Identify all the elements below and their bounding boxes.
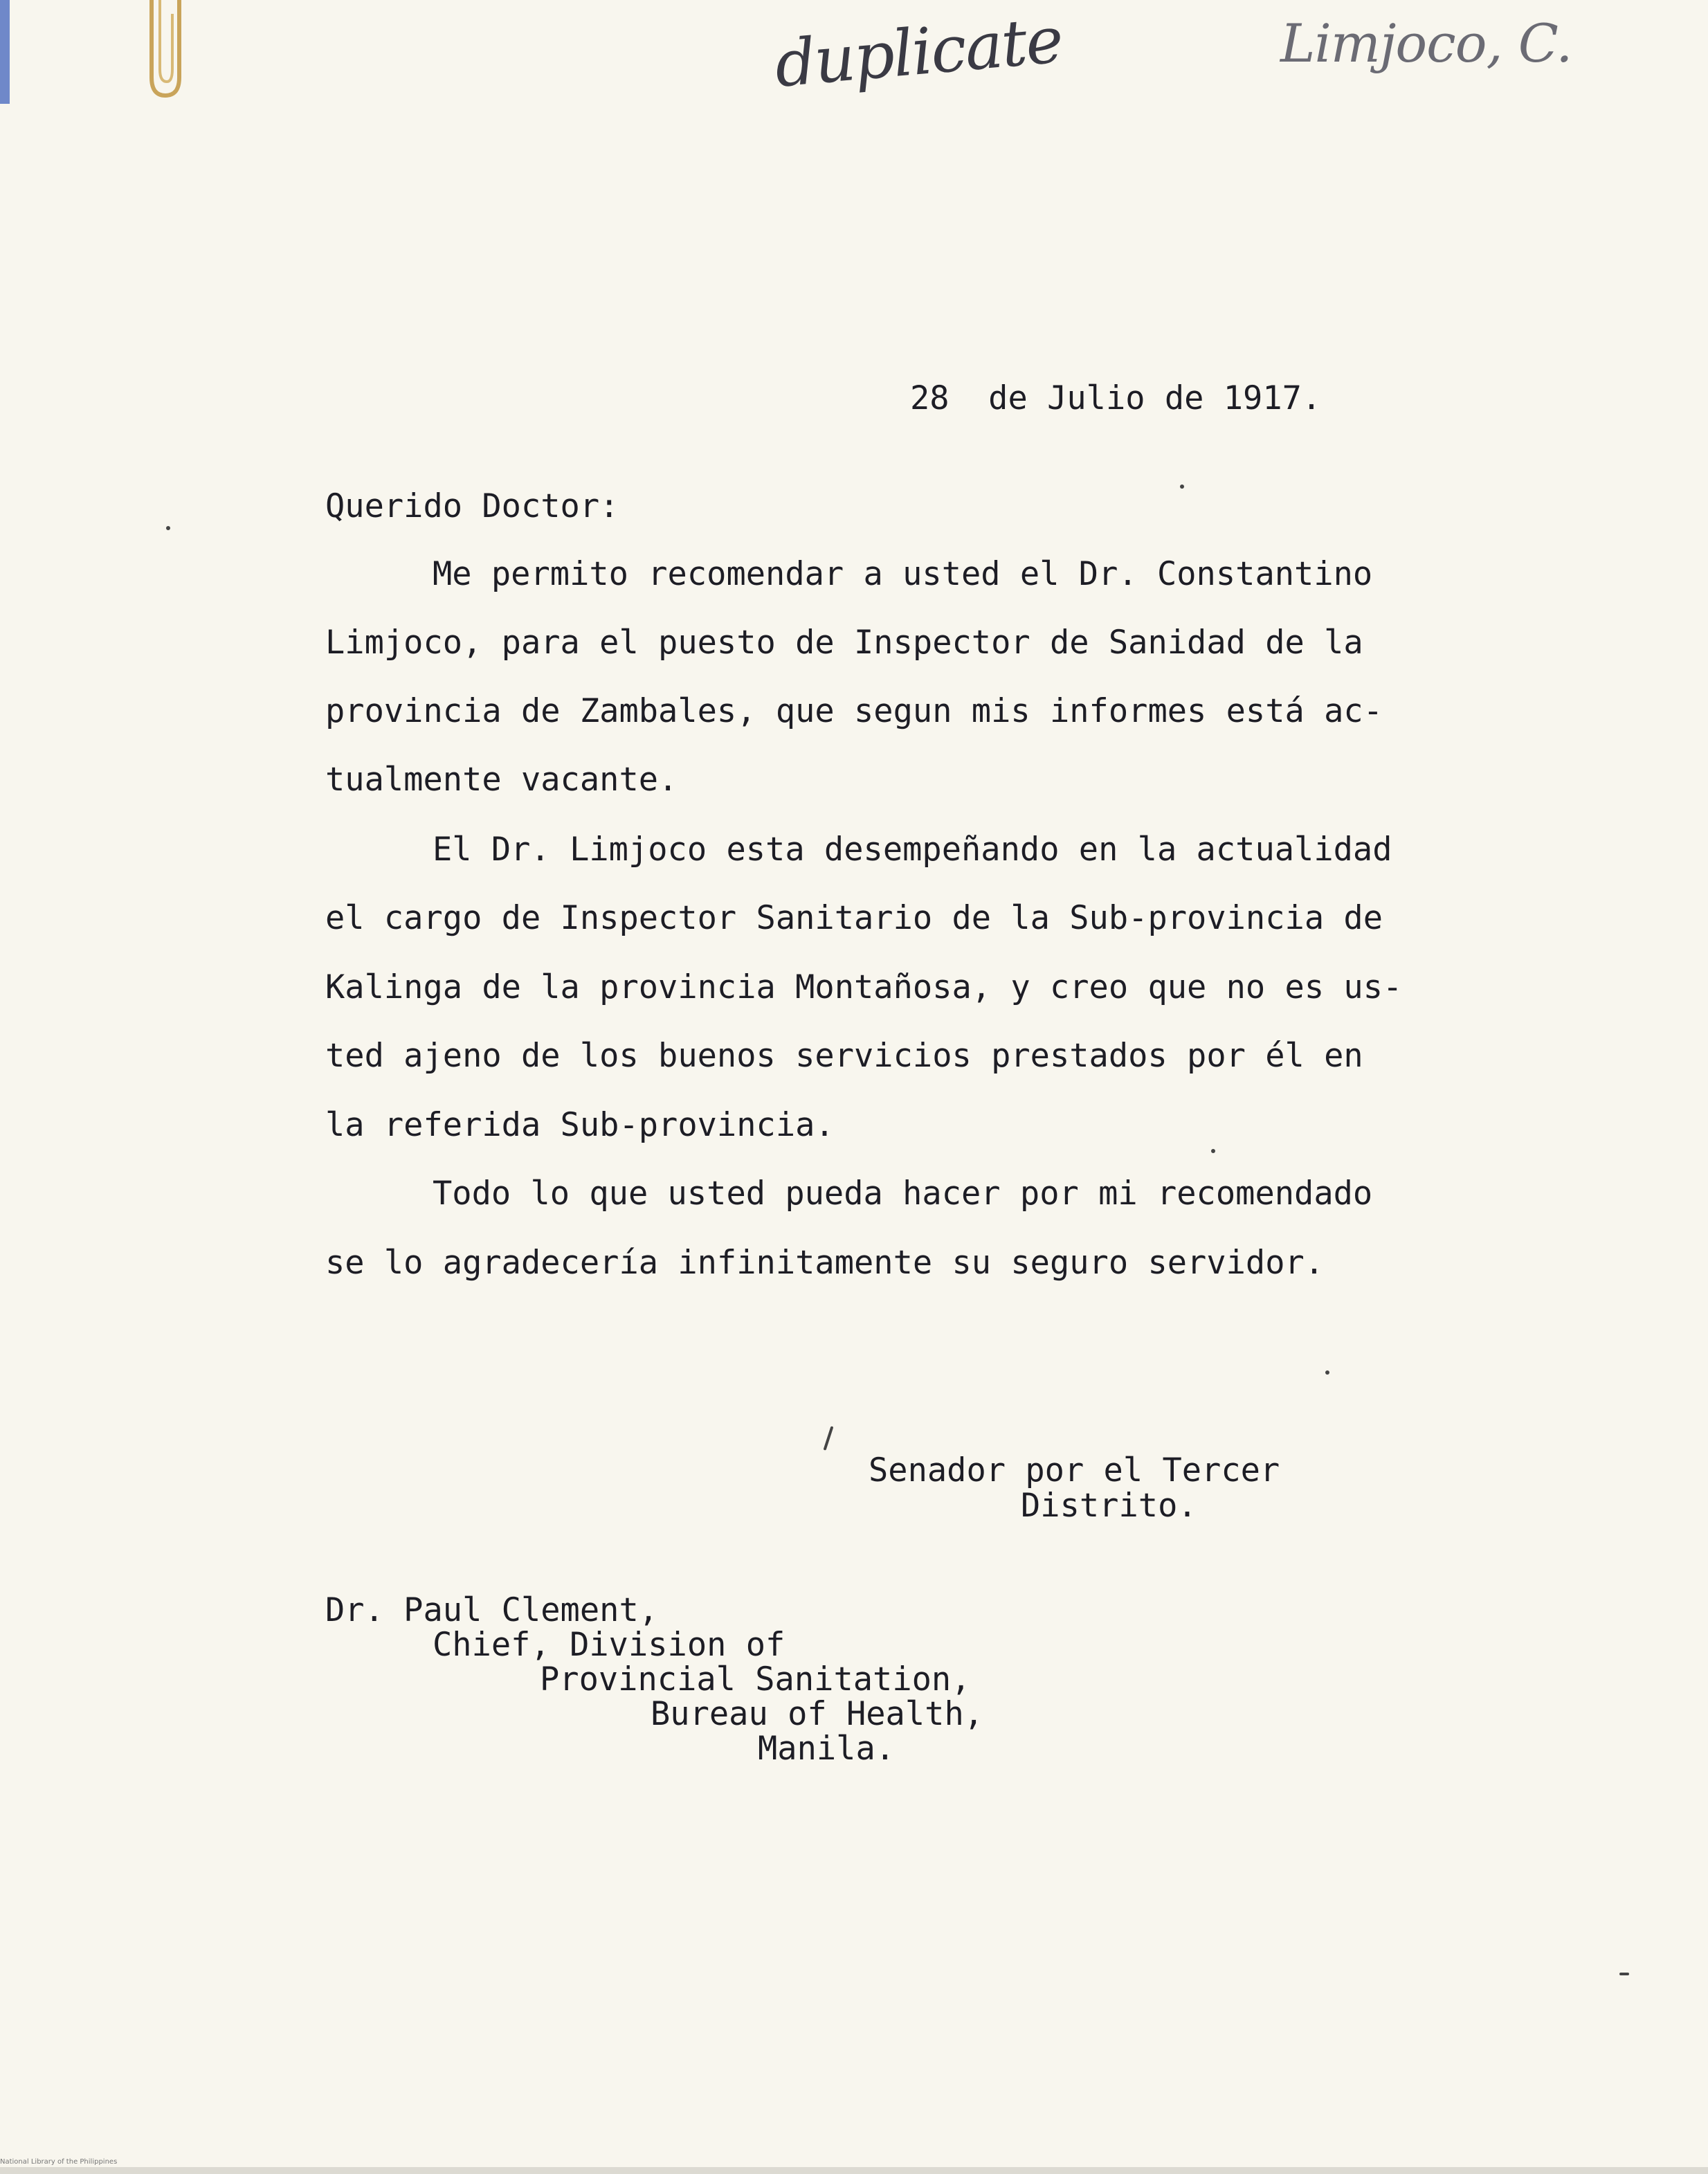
signature-line-2: Distrito. <box>1021 1487 1197 1525</box>
address-line-1: Dr. Paul Clement, <box>325 1591 659 1629</box>
salutation: Querido Doctor: <box>325 487 619 525</box>
handwritten-name-note: Limjoco, C. <box>1280 12 1572 74</box>
paragraph-2-line-1: El Dr. Limjoco esta desempeñando en la actualidad <box>433 831 1392 869</box>
library-credit: National Library of the Philippines <box>0 2158 118 2166</box>
paragraph-2-line-4: ted ajeno de los buenos servicios prestados por él en <box>325 1037 1363 1075</box>
paper-speck <box>1211 1149 1215 1153</box>
paragraph-3-line-1: Todo lo que usted pueda hacer por mi recomendado <box>433 1175 1373 1213</box>
paragraph-3-line-2: se lo agradecería infinitamente su seguro servidor. <box>325 1244 1325 1282</box>
address-line-2: Chief, Division of <box>433 1626 785 1664</box>
paragraph-1-line-4: tualmente vacante. <box>325 761 678 799</box>
paper-speck <box>166 526 170 530</box>
paragraph-2-line-5: la referida Sub-provincia. <box>325 1106 835 1144</box>
paper-speck <box>1325 1370 1329 1375</box>
paper-speck <box>824 1426 834 1450</box>
paperclip-icon <box>142 0 186 104</box>
paper-speck <box>1619 1973 1629 1975</box>
paragraph-2-line-3: Kalinga de la provincia Montañosa, y creo que no es us- <box>325 968 1403 1006</box>
paragraph-1-line-1: Me permito recomendar a usted el Dr. Constantino <box>433 555 1373 593</box>
address-line-4: Bureau of Health, <box>651 1695 984 1733</box>
scan-footer-strip <box>0 2167 1708 2174</box>
paragraph-1-line-2: Limjoco, para el puesto de Inspector de Sanidad de la <box>325 624 1363 662</box>
address-line-3: Provincial Sanitation, <box>540 1660 971 1699</box>
scanner-edge <box>0 0 10 104</box>
letter-date: 28 de Julio de 1917. <box>910 379 1322 417</box>
signature-line-1: Senador por el Tercer <box>869 1451 1280 1489</box>
paragraph-1-line-3: provincia de Zambales, que segun mis informes está ac- <box>325 692 1383 730</box>
handwritten-duplicate-note: duplicate <box>772 2 1065 102</box>
address-line-5: Manila. <box>758 1730 896 1768</box>
paper-speck <box>1180 484 1184 489</box>
paragraph-2-line-2: el cargo de Inspector Sanitario de la Sub-provincia de <box>325 899 1383 937</box>
